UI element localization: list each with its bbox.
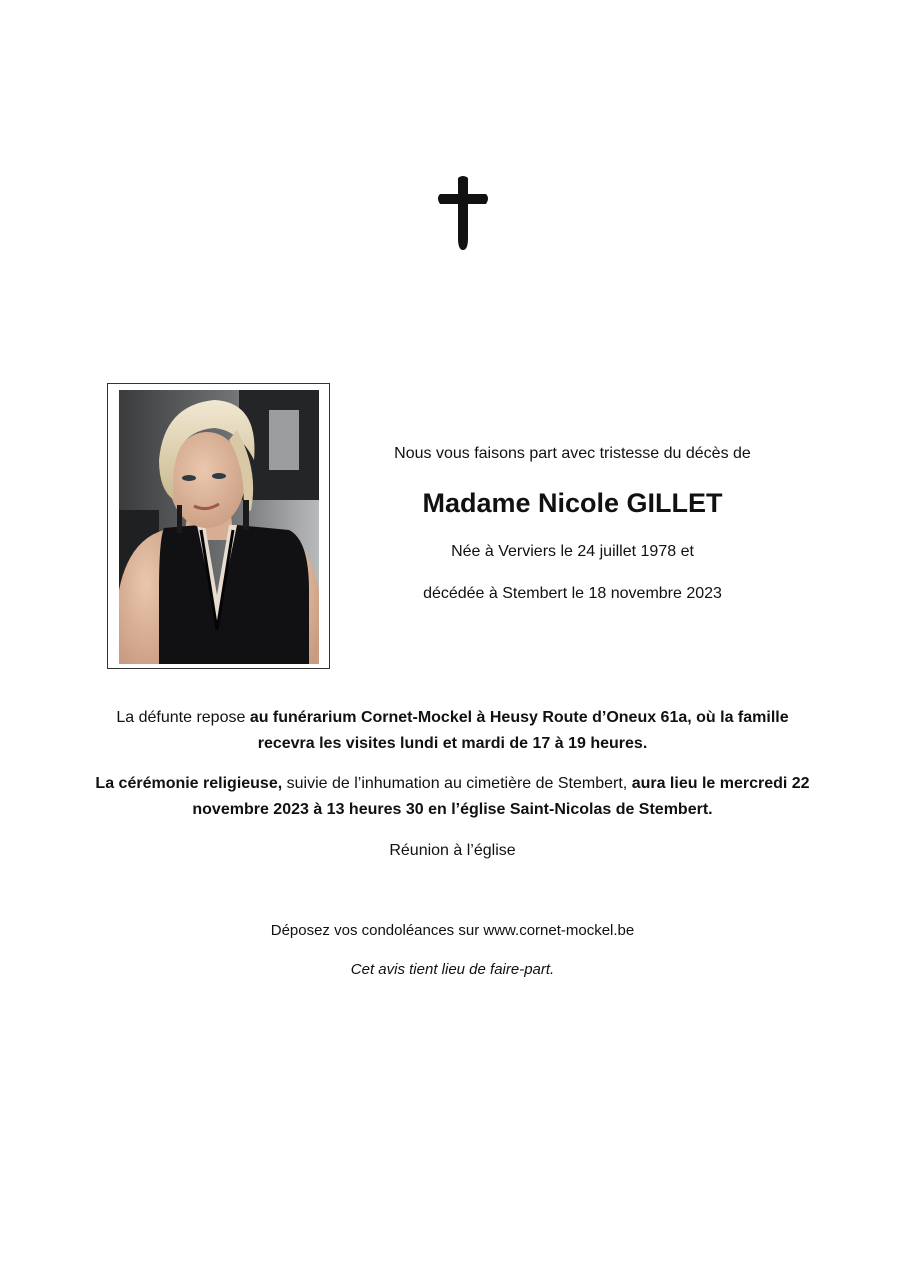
cross-icon bbox=[436, 174, 490, 250]
announcement-block bbox=[340, 440, 805, 608]
death-info: décédée à Stembert le 18 novembre 2023 bbox=[423, 585, 722, 602]
portrait-frame bbox=[107, 383, 330, 669]
ceremony-paragraph bbox=[90, 771, 815, 823]
viewing-paragraph bbox=[90, 705, 815, 757]
notice-text: Cet avis tient lieu de faire-part. bbox=[350, 961, 555, 978]
portrait-photo bbox=[119, 390, 319, 664]
birth-info: Née à Verviers le 24 juillet 1978 et bbox=[451, 543, 694, 560]
viewing-text: La défunte repose bbox=[116, 709, 250, 726]
reunion-text: Réunion à l’église bbox=[389, 842, 516, 859]
condolences-text: Déposez vos condoléances sur www.cornet-mockel.be bbox=[270, 922, 635, 939]
ceremony-details: aura lieu le mercredi 22 novembre 2023 à 13 heures 30 en l’église Saint-Nicolas de Stembert. bbox=[192, 775, 810, 818]
ceremony-text: suivie de l’inhumation au cimetière de Stembert, bbox=[282, 775, 632, 792]
deceased-name: Madame Nicole GILLET bbox=[422, 488, 723, 518]
viewing-details: au funérarium Cornet-Mockel à Heusy Route d’Oneux 61a, où la famille recevra les visites lundi et mardi de 17 à 19 heures. bbox=[249, 709, 789, 752]
ceremony-label: La cérémonie religieuse, bbox=[95, 775, 283, 792]
intro-text: Nous vous faisons part avec tristesse du décès de bbox=[394, 445, 751, 462]
